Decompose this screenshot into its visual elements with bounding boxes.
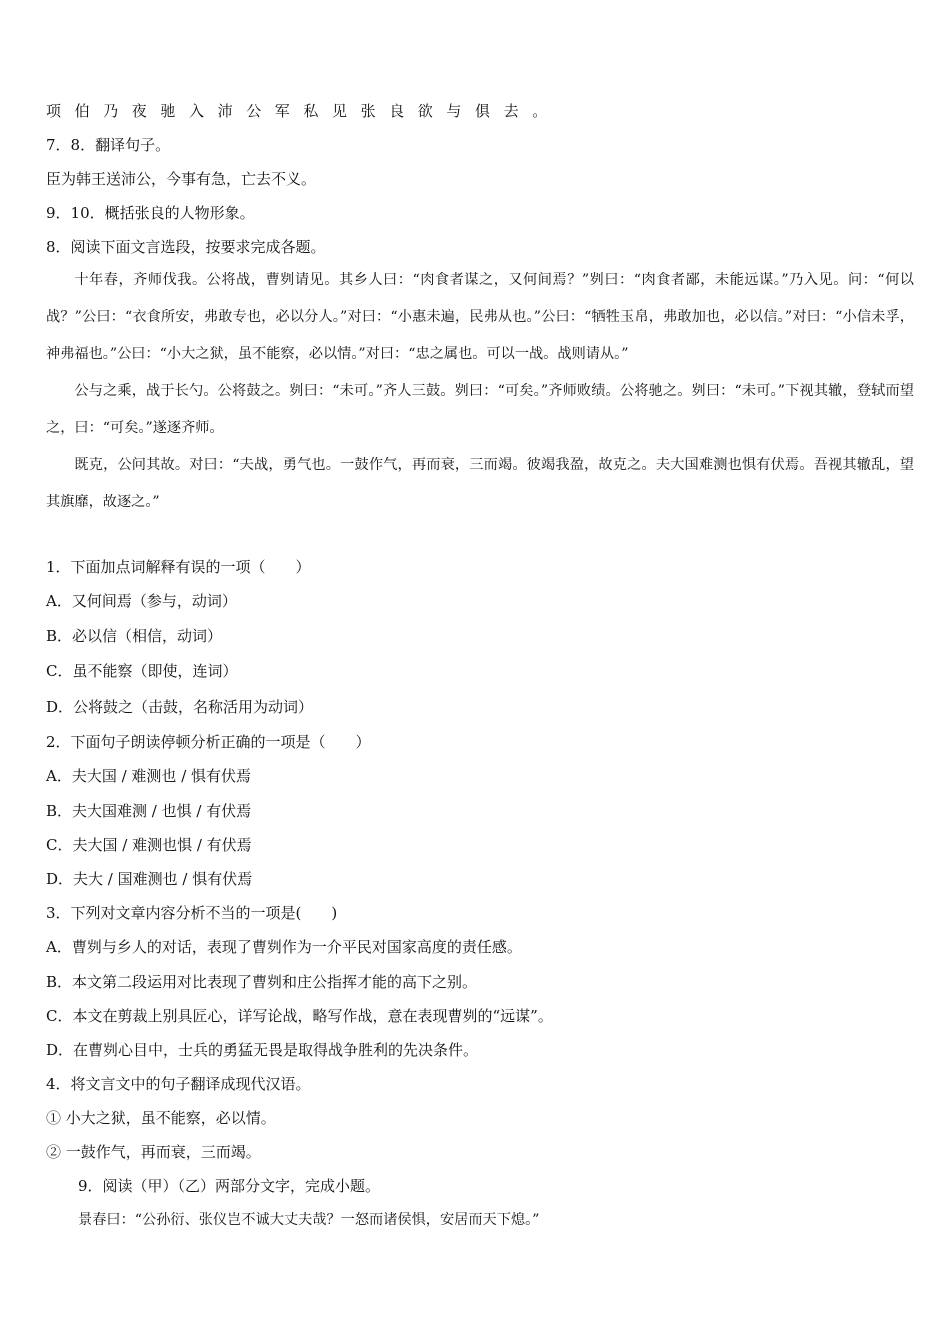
question-4-item-2: ② 一鼓作气，再而衰，三而竭。: [46, 1143, 261, 1161]
question-1-option-b: B．必以信（相信，动词）: [46, 627, 223, 645]
section-9-line-1: 景春曰：“公孙衍、张仪岂不诚大丈夫哉？一怒而诸侯惧，安居而天下熄。”: [78, 1212, 540, 1228]
text-line: 项伯乃夜驰入沛公军私见张良欲与俱去。: [46, 102, 561, 120]
passage-paragraph-2: 公与之乘，战于长勺。公将鼓之。刿曰：“未可。”齐人三鼓。刿曰：“可矣。”齐师败绩。公将驰之。刿曰：“未可。”下视其辙，登轼而望之，曰：“可矣。”遂逐齐师。: [46, 383, 914, 436]
question-2-option-c: C．夫大国 / 难测也惧 / 有伏焉: [46, 836, 252, 854]
question-3-option-a: A．曹刿与乡人的对话，表现了曹刿作为一介平民对国家高度的责任感。: [46, 938, 522, 956]
question-3: 3．下列对文章内容分析不当的一项是( ): [46, 904, 338, 922]
question-7-sentence: 臣为韩王送沛公，今事有急，亡去不义。: [46, 170, 317, 188]
question-1-option-c: C．虽不能察（即使，连词）: [46, 662, 238, 680]
question-3-option-c: C．本文在剪裁上别具匠心，详写论战，略写作战，意在表现曹刿的“远谋”。: [46, 1007, 553, 1025]
passage-paragraph-3: 既克，公问其故。对曰：“夫战，勇气也。一鼓作气，再而衰，三而竭。彼竭我盈，故克之。夫大国难测也惧有伏焉。吾视其辙乱，望其旗靡，故逐之。”: [46, 457, 914, 510]
question-3-option-d: D．在曹刿心目中，士兵的勇猛无畏是取得战争胜利的先决条件。: [46, 1041, 479, 1059]
question-4: 4．将文言文中的句子翻译成现代汉语。: [46, 1075, 311, 1093]
section-8-heading: 8．阅读下面文言选段，按要求完成各题。: [46, 238, 326, 256]
classical-passage: [46, 262, 914, 521]
question-9: 9．10．概括张良的人物形象。: [46, 204, 255, 222]
question-1-option-a: A．又何间焉（参与，动词）: [46, 592, 237, 610]
question-4-item-1: ① 小大之狱，虽不能察，必以情。: [46, 1109, 276, 1127]
question-1-option-d: D．公将鼓之（击鼓，名称活用为动词）: [46, 698, 314, 716]
question-2: 2．下面句子朗读停顿分析正确的一项是（ ）: [46, 733, 371, 751]
question-2-option-b: B．夫大国难测 / 也惧 / 有伏焉: [46, 802, 252, 820]
question-2-option-a: A．夫大国 / 难测也 / 惧有伏焉: [46, 767, 252, 785]
section-9-heading: 9．阅读（甲）（乙）两部分文字，完成小题。: [78, 1177, 381, 1195]
passage-paragraph-1: 十年春，齐师伐我。公将战，曹刿请见。其乡人曰：“肉食者谋之，又何间焉？”刿曰：“肉食者鄙，未能远谋。”乃入见。问：“何以战？”公曰：“衣食所安，弗敢专也，必以分人。”对曰：“小惠未遍，民弗从也。”公曰：“牺牲玉帛，弗敢加也，必以信。”对曰：“小信未孚，神弗福也。”公曰：“小大之狱，虽不能察，必以情。”对曰：“忠之属也。可以一战。战则请从。”: [46, 272, 914, 362]
question-1: 1．下面加点词解释有误的一项（ ）: [46, 558, 311, 576]
question-3-option-b: B．本文第二段运用对比表现了曹刿和庄公指挥才能的高下之别。: [46, 973, 478, 991]
question-7: 7．8．翻译句子。: [46, 136, 171, 154]
question-2-option-d: D．夫大 / 国难测也 / 惧有伏焉: [46, 870, 253, 888]
